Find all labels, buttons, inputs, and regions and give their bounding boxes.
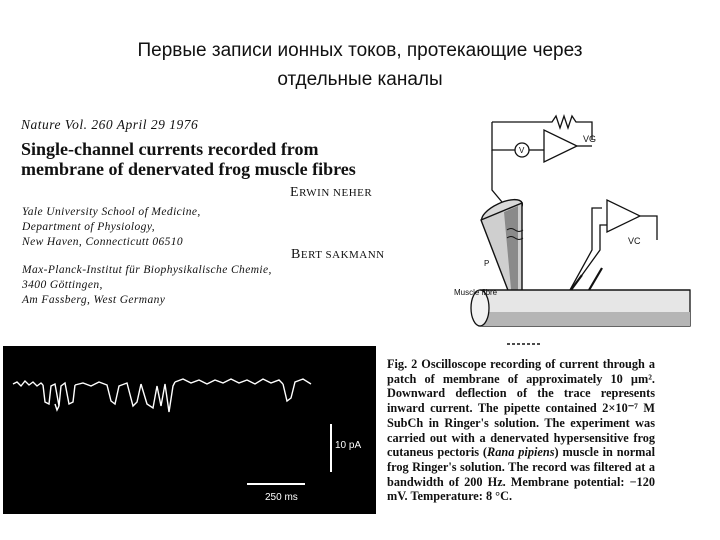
headline-line-1: Single-channel currents recorded from xyxy=(21,139,319,159)
label-muscle-fibre: Muscle fibre xyxy=(454,288,498,297)
headline-line-2: membrane of denervated frog muscle fibres xyxy=(21,159,356,179)
figure-caption xyxy=(387,357,655,504)
journal-line: Nature Vol. 260 April 29 1976 xyxy=(21,117,199,132)
trace-segment-c xyxy=(75,382,141,406)
article-headline xyxy=(21,139,391,179)
trace-baseline-e xyxy=(175,379,283,384)
affiliation-yale-line-2: Department of Physiology, xyxy=(22,221,155,233)
affiliation-mpi-line-2: 3400 Göttingen, xyxy=(22,279,103,291)
figure-label: Fig. 2 xyxy=(387,357,418,371)
caption-text-2: ) muscle in normal frog Ringer's solution. The record was filtered at a bandwidth of 200 Hz. Membrane potential: −120 mV. Temperature: 8 °C. xyxy=(387,445,655,504)
circuit-wire-left xyxy=(492,122,515,150)
trace-baseline-a xyxy=(13,381,43,386)
amplifier-vg-triangle xyxy=(544,130,577,162)
author-neher-initial: E xyxy=(290,185,300,200)
label-vc: VC xyxy=(628,236,641,246)
author-neher xyxy=(290,185,372,201)
affiliation-yale xyxy=(22,205,201,250)
circuit-wire-vc-out xyxy=(640,216,657,240)
caption-species: Rana pipiens xyxy=(487,445,555,460)
caption-text-1: Oscilloscope recording of current through a patch of membrane of approximately 10 µm². Downward deflection of the trace represents inward current. The pipette contained 2×10⁻⁷ M SubCh in Ringer's solution. The experiment was carried out with a denervated hypersensitive frog cutaneus pectoris ( xyxy=(387,357,656,460)
slide-title-line-1: Первые записи ионных токов, протекающие через xyxy=(137,40,583,61)
muscle-fibre xyxy=(471,290,690,326)
scale-bars xyxy=(247,424,331,484)
affiliation-mpi-line-1: Max-Planck-Institut für Biophysikalische Chemie, xyxy=(22,264,272,276)
author-neher-rest: RWIN NEHER xyxy=(299,187,373,199)
affiliation-max-planck xyxy=(22,263,272,308)
affiliation-mpi-line-3: Am Fassberg, West Germany xyxy=(22,294,166,306)
label-p: P xyxy=(484,259,490,268)
trace-segment-f xyxy=(283,379,311,401)
circuit-wire-top xyxy=(492,116,592,140)
time-scale-label: 250 ms xyxy=(265,492,298,503)
patch-clamp-diagram xyxy=(452,100,712,348)
slide-title xyxy=(40,36,680,94)
slide-title-line-2: отдельные каналы xyxy=(277,69,443,90)
circuit-wire-down-to-pipette xyxy=(492,150,507,208)
label-v: V xyxy=(519,146,525,155)
affiliation-yale-line-3: New Haven, Connecticutt 06510 xyxy=(22,236,184,248)
current-scale-label: 10 pA xyxy=(335,440,362,451)
author-sakmann-rest: ERT SAKMANN xyxy=(300,249,385,261)
muscle-fibre-shade xyxy=(480,312,690,326)
current-trace xyxy=(13,379,311,412)
affiliation-yale-line-1: Yale University School of Medicine, xyxy=(22,206,201,218)
author-sakmann xyxy=(291,247,385,263)
oscilloscope-trace-svg xyxy=(3,346,376,514)
trace-segment-b xyxy=(43,383,75,406)
author-sakmann-initial: B xyxy=(291,247,301,262)
amplifier-vc-triangle xyxy=(607,200,640,232)
label-vg: VG xyxy=(583,134,597,144)
circuit-wire-vc-in xyxy=(582,225,607,275)
oscilloscope-recording xyxy=(3,346,376,514)
trace-segment-d xyxy=(141,382,175,412)
